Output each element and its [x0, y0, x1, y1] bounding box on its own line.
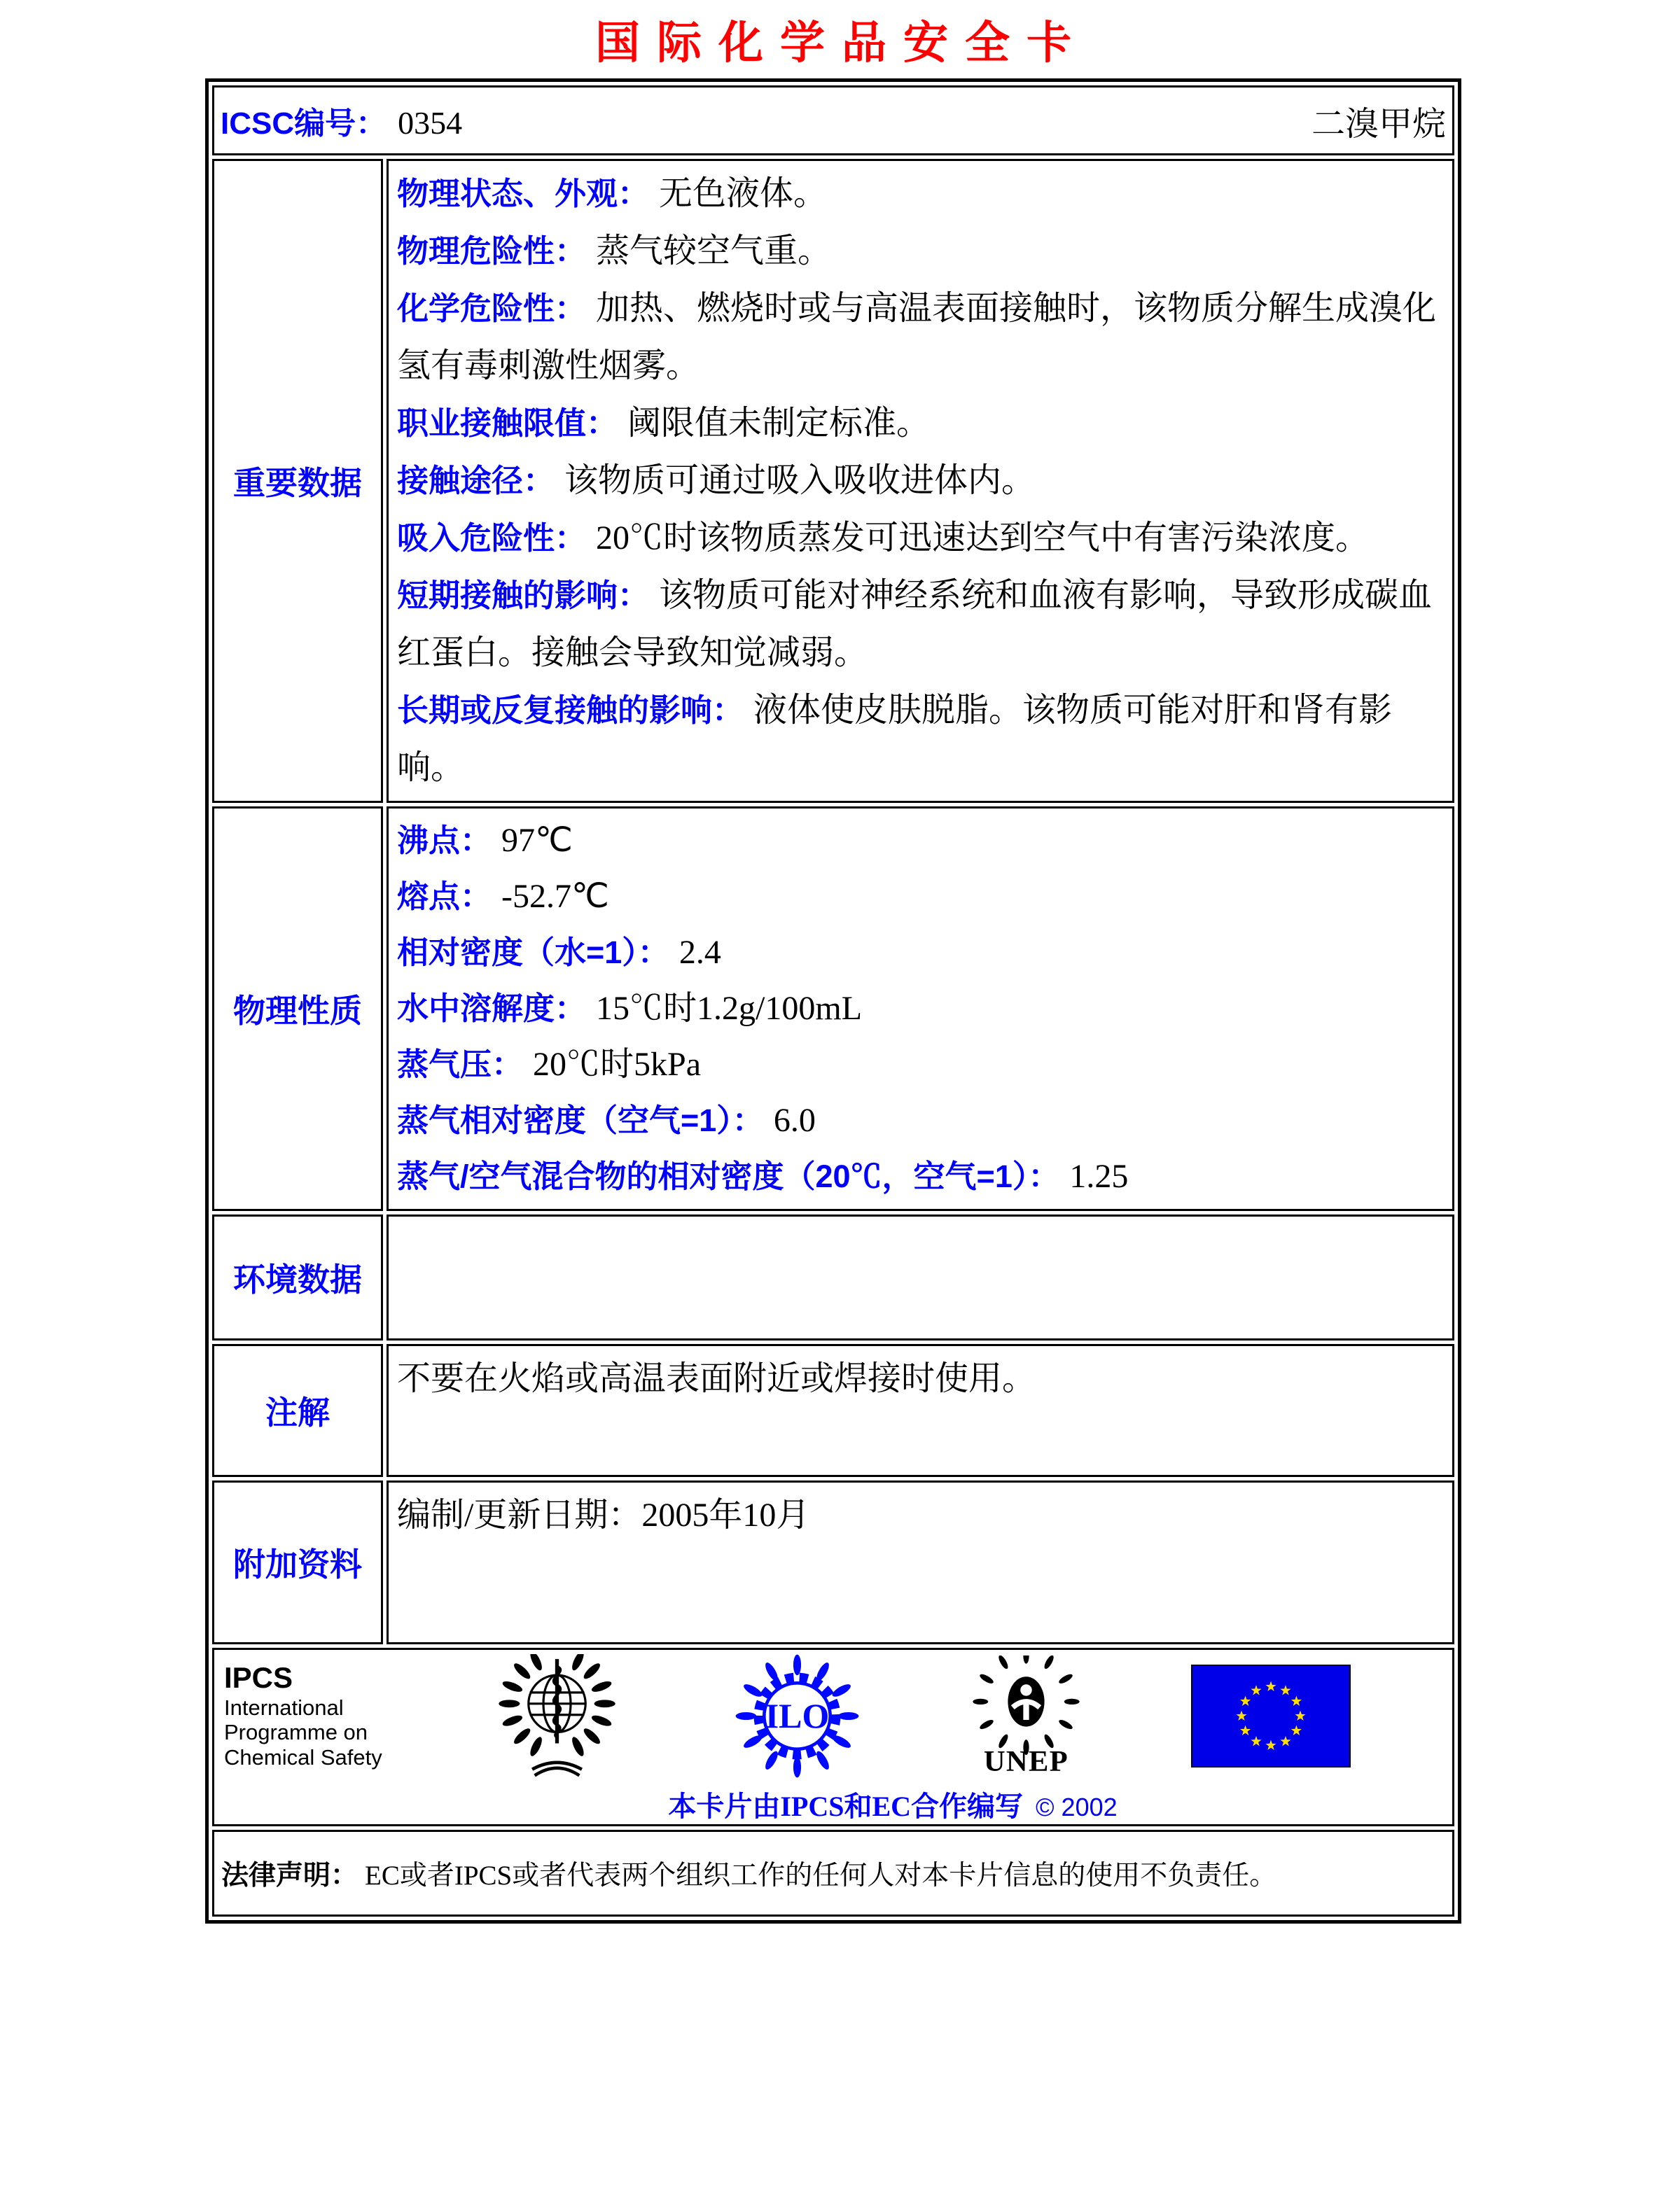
data-line: 熔点： -52.7℃ [397, 878, 609, 915]
unep-logo-icon [968, 1656, 1084, 1777]
header-row [212, 85, 1454, 155]
legal-cell [212, 1830, 1454, 1917]
important-data-section-label: 重要数据 [212, 159, 383, 803]
physical-properties-section-label: 物理性质 [212, 806, 383, 1211]
footer-cell [212, 1648, 1454, 1826]
data-line: 相对密度（水=1）： 2.4 [397, 934, 721, 971]
ipcs-text-block: IPCS International Programme on Chemical Safety [224, 1661, 382, 1770]
ilo-letters: ILO [765, 1695, 830, 1735]
notes-content: 不要在火焰或高温表面附近或焊接时使用。 [387, 1344, 1454, 1477]
data-line: 吸入危险性： 20℃时该物质蒸发可迅速达到空气中有害污染浓度。 [397, 519, 1370, 556]
icsc-number-label: ICSC编号： [221, 106, 387, 141]
notes-section-label: 注解 [212, 1344, 383, 1477]
notes-row [212, 1344, 1454, 1477]
important-data-content [387, 159, 1454, 803]
important-data-row [212, 159, 1454, 803]
unep-label: UNEP [984, 1744, 1069, 1777]
data-line: 物理状态、外观： 无色液体。 [397, 175, 828, 212]
environmental-data-section-label: 环境数据 [212, 1214, 383, 1340]
header-cell [212, 85, 1454, 155]
credit-text: 本卡片由IPCS和EC合作编写 [668, 1791, 1024, 1822]
credit-line [214, 1784, 1452, 1824]
data-line: 职业接触限值： 阈限值未制定标准。 [397, 405, 931, 442]
data-line: 蒸气压： 20℃时5kPa [397, 1046, 702, 1083]
data-line: 化学危险性： 加热、燃烧时或与高温表面接触时，该物质分解生成溴化氢有毒刺激性烟雾。 [397, 290, 1437, 384]
physical-properties-row [212, 806, 1454, 1211]
data-line: 物理危险性： 蒸气较空气重。 [397, 232, 832, 270]
environmental-data-row [212, 1214, 1454, 1340]
additional-info-row [212, 1480, 1454, 1644]
eu-flag-icon [1191, 1665, 1351, 1768]
data-line: 蒸气/空气混合物的相对密度（20℃，空气=1）： 1.25 [397, 1158, 1129, 1195]
legal-text: EC或者IPCS或者代表两个组织工作的任何人对本卡片信息的使用不负责任。 [365, 1861, 1277, 1891]
data-line: 短期接触的影响： 该物质可能对神经系统和血液有影响，导致形成碳血红蛋白。接触会导致知觉减弱。 [397, 577, 1433, 671]
data-line: 水中溶解度： 15℃时1.2g/100mL [397, 990, 863, 1027]
additional-info-content: 编制/更新日期：2005年10月 [387, 1480, 1454, 1644]
legal-label: 法律声明： [221, 1861, 359, 1891]
data-line: 沸点： 97℃ [397, 822, 573, 859]
icsc-number-group [221, 98, 462, 143]
legal-row [212, 1830, 1454, 1917]
data-line: 接触途径： 该物质可通过吸入吸收进体内。 [397, 462, 1036, 499]
who-logo-icon [489, 1654, 625, 1778]
chemical-name: 二溴甲烷 [1311, 105, 1446, 143]
data-line: 长期或反复接触的影响： 液体使皮肤脱脂。该物质可能对肝和肾有影响。 [397, 692, 1393, 786]
icsc-card-table [205, 78, 1461, 1924]
environmental-data-content [387, 1214, 1454, 1340]
copyright-text: © 2002 [1036, 1793, 1118, 1821]
physical-properties-content [387, 806, 1454, 1211]
page-title: 国际化学品安全卡 [595, 18, 1088, 68]
additional-info-section-label: 附加资料 [212, 1480, 383, 1644]
footer-row [212, 1648, 1454, 1826]
icsc-number-value: 0354 [398, 105, 463, 141]
ilo-logo-icon [732, 1651, 862, 1781]
data-line: 蒸气相对密度（空气=1）： 6.0 [397, 1102, 816, 1139]
ipcs-acronym: IPCS [224, 1661, 293, 1695]
